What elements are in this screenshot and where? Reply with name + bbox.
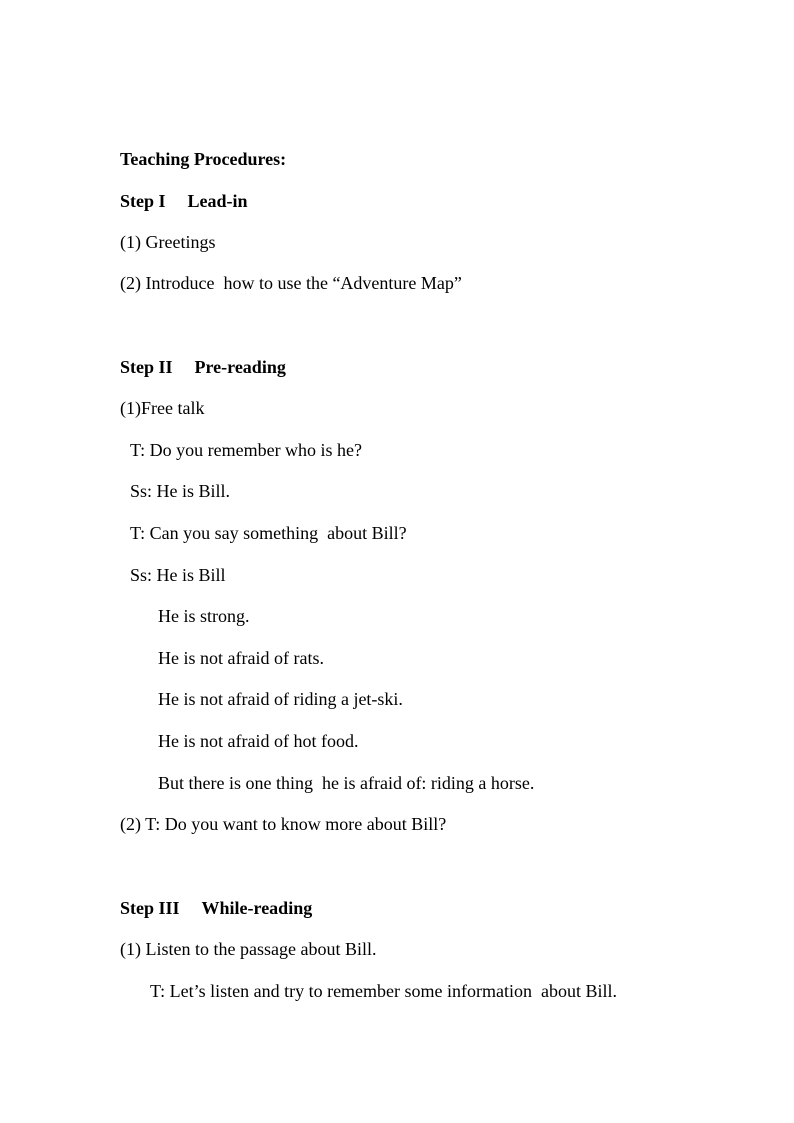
dialogue-line-4: Ss: He is Bill [130,565,226,585]
step1-item-2: (2) Introduce how to use the “Adventure Map” [120,273,462,293]
step3-sub1: (1) Listen to the passage about Bill. [120,939,377,959]
step3-title: While-reading [201,898,313,918]
dialogue-line-1: T: Do you remember who is he? [130,440,363,460]
dialogue-line-2: Ss: He is Bill. [130,481,231,501]
step2-sub2: (2) T: Do you want to know more about Bill? [120,814,447,834]
detail-line-3: He is not afraid of riding a jet-ski. [158,689,403,709]
step2-title: Pre-reading [194,357,286,377]
step2-sub1: (1)Free talk [120,398,205,418]
step2-heading [120,356,286,378]
step3-heading [120,897,312,919]
page-heading: Teaching Procedures: [120,149,287,169]
step1-heading [120,190,248,212]
detail-line-4: He is not afraid of hot food. [158,731,359,751]
step1-item-1: (1) Greetings [120,232,216,252]
detail-line-2: He is not afraid of rats. [158,648,324,668]
detail-line-1: He is strong. [158,606,250,626]
dialogue-line-3: T: Can you say something about Bill? [130,523,407,543]
step3-teacher-line: T: Let’s listen and try to remember some information about Bill. [150,981,618,1001]
step1-label: Step I [120,191,166,211]
step3-label: Step III [120,898,180,918]
step2-label: Step II [120,357,173,377]
detail-line-5: But there is one thing he is afraid of: riding a horse. [158,773,535,793]
step1-title: Lead-in [187,191,248,211]
